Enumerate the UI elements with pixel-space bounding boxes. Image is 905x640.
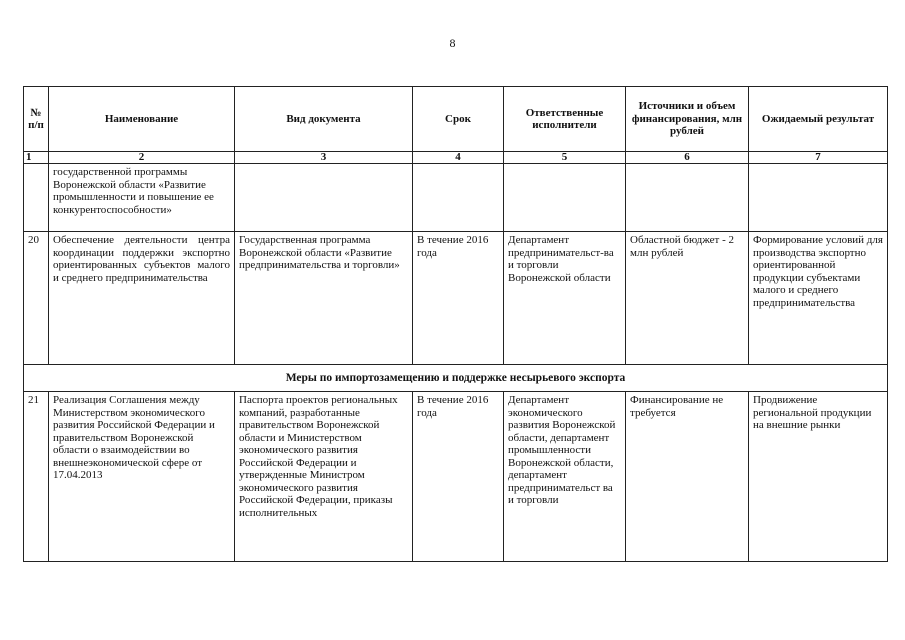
cell-result — [749, 164, 888, 232]
cell-funding: Областной бюджет - 2 млн рублей — [626, 232, 749, 365]
measures-table — [23, 86, 888, 562]
column-number: 5 — [504, 152, 626, 164]
cell-number — [24, 164, 49, 232]
header-expected-result: Ожидаемый результат — [749, 87, 888, 152]
cell-term: В течение 2016 года — [413, 392, 504, 562]
column-number: 1 — [24, 152, 49, 164]
table-row-21 — [24, 392, 888, 562]
cell-term — [413, 164, 504, 232]
cell-responsible — [504, 164, 626, 232]
column-number-row — [24, 152, 888, 164]
header-name: Наименование — [49, 87, 235, 152]
cell-document-type: Паспорта проектов региональных компаний, разработанные правительством Воронежской области и Министерством экономического развития Российской Федерации и утвержденные Министром экономического развития Российской Федерации, приказы исполнительных — [235, 392, 413, 562]
header-document-type: Вид документа — [235, 87, 413, 152]
page-number: 8 — [449, 36, 456, 50]
header-row — [24, 87, 888, 152]
cell-document-type — [235, 164, 413, 232]
column-number: 7 — [749, 152, 888, 164]
column-number: 6 — [626, 152, 749, 164]
header-term: Срок — [413, 87, 504, 152]
cell-document-type: Государственная программа Воронежской области «Развитие предпринимательства и торговли» — [235, 232, 413, 365]
header-number: № п/п — [24, 87, 49, 152]
cell-funding: Финансирование не требуется — [626, 392, 749, 562]
cell-number: 20 — [24, 232, 49, 365]
cell-result: Формирование условий для производства экспортно ориентированной продукции субъектами малого и среднего предпринимательства — [749, 232, 888, 365]
cell-result: Продвижение региональной продукции на внешние рынки — [749, 392, 888, 562]
cell-name: Реализация Соглашения между Министерством экономического развития Российской Федерации и правительством Воронежской области о взаимодействии во внешнеэкономической сфере от 17.04.2013 — [49, 392, 235, 562]
cell-responsible: Департамент экономического развития Воронежской области, департамент промышленности Воронежской области, департамент предпринимательст ва и торговли — [504, 392, 626, 562]
column-number: 2 — [49, 152, 235, 164]
cell-responsible: Департамент предпринимательст-ва и торговли Воронежской области — [504, 232, 626, 365]
section-title: Меры по импортозамещению и поддержке несырьевого экспорта — [24, 365, 888, 392]
section-row — [24, 365, 888, 392]
cell-term: В течение 2016 года — [413, 232, 504, 365]
header-responsible: Ответственные исполнители — [504, 87, 626, 152]
table-row-continuation — [24, 164, 888, 232]
cell-funding — [626, 164, 749, 232]
column-number: 4 — [413, 152, 504, 164]
cell-number: 21 — [24, 392, 49, 562]
column-number: 3 — [235, 152, 413, 164]
cell-name: государственной программы Воронежской области «Развитие промышленности и повышение ее конкурентоспособности» — [49, 164, 235, 232]
cell-name: Обеспечение деятельности центра координации поддержки экспортно ориентированных субъектов малого и среднего предпринимательства — [49, 232, 235, 365]
header-funding: Источники и объем финансирования, млн рублей — [626, 87, 749, 152]
table-row-20 — [24, 232, 888, 365]
